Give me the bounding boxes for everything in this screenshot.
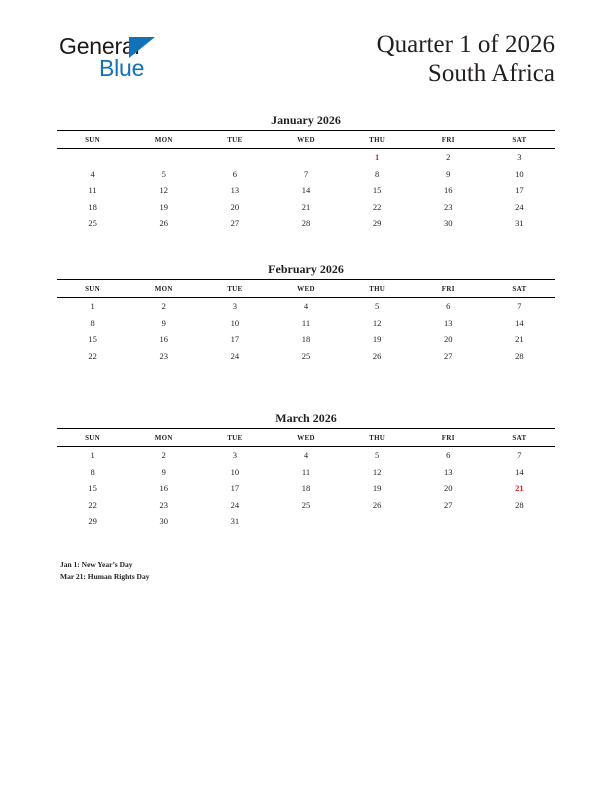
calendar-day[interactable]: 18 <box>301 334 311 345</box>
weekday-header-sat: SAT <box>484 280 555 298</box>
calendar-day[interactable]: 25 <box>301 499 311 510</box>
weekday-header-fri: FRI <box>413 429 484 447</box>
calendar-day[interactable]: 22 <box>372 201 382 212</box>
calendar-day[interactable]: 15 <box>88 483 97 494</box>
calendar-day[interactable]: 22 <box>88 499 97 510</box>
calendar-day[interactable]: 28 <box>301 218 311 229</box>
calendar-day[interactable]: 14 <box>301 185 311 196</box>
weekday-header-row <box>57 429 555 447</box>
page-header <box>57 30 555 100</box>
calendar-day[interactable]: 28 <box>515 499 524 510</box>
calendar-week-row <box>57 149 555 166</box>
calendar-day[interactable]: 8 <box>90 466 95 477</box>
calendar-day[interactable]: 21 <box>301 201 311 212</box>
calendar-day[interactable]: 23 <box>159 499 168 510</box>
month-block-march <box>57 411 555 530</box>
calendar-day[interactable]: 30 <box>444 218 453 229</box>
calendar-day[interactable]: 23 <box>444 201 453 212</box>
weekday-header-thu: THU <box>342 280 413 298</box>
calendar-day[interactable]: 14 <box>515 466 524 477</box>
calendar-day[interactable]: 24 <box>230 350 240 361</box>
calendar-day[interactable]: 25 <box>301 350 311 361</box>
calendar-day[interactable]: 4 <box>303 450 309 461</box>
calendar-day[interactable]: 20 <box>230 201 240 212</box>
calendar-week-row <box>57 464 555 481</box>
calendar-day[interactable]: 27 <box>444 350 453 361</box>
calendar-day[interactable]: 19 <box>372 334 382 345</box>
calendar-day[interactable]: 25 <box>88 218 97 229</box>
calendar-day[interactable]: 9 <box>446 168 451 179</box>
calendar-day[interactable]: 9 <box>161 317 166 328</box>
calendar-day[interactable]: 10 <box>230 466 240 477</box>
holiday-note-line: Mar 21: Human Rights Day <box>60 571 150 581</box>
calendar-cell-empty <box>128 149 199 166</box>
weekday-header-row <box>57 131 555 149</box>
calendar-day[interactable]: 22 <box>88 350 97 361</box>
calendar-day[interactable]: 8 <box>375 168 380 179</box>
calendar-day[interactable]: 13 <box>444 317 453 328</box>
calendar-day[interactable]: 14 <box>515 317 524 328</box>
calendar-day[interactable]: 16 <box>444 185 453 196</box>
calendar-day[interactable]: 6 <box>446 450 451 461</box>
calendar-day[interactable]: 2 <box>161 450 166 461</box>
weekday-header-thu: THU <box>342 429 413 447</box>
calendar-table <box>57 428 555 530</box>
calendar-day[interactable]: 15 <box>88 334 97 345</box>
weekday-header-sun: SUN <box>57 131 128 149</box>
calendar-body <box>57 298 555 365</box>
calendar-day[interactable]: 6 <box>232 168 237 179</box>
weekday-header-fri: FRI <box>413 280 484 298</box>
month-block-january <box>57 113 555 232</box>
calendar-day[interactable]: 17 <box>515 185 524 196</box>
calendar-day[interactable]: 5 <box>375 450 380 461</box>
calendar-day[interactable]: 16 <box>159 483 168 494</box>
weekday-header-tue: TUE <box>199 429 270 447</box>
calendar-cell-empty <box>199 149 270 166</box>
calendar-day[interactable]: 10 <box>230 317 240 328</box>
calendar-cell-empty <box>342 513 413 530</box>
calendar-day[interactable]: 27 <box>444 499 453 510</box>
calendar-day[interactable]: 16 <box>159 334 168 345</box>
calendar-day[interactable]: 7 <box>517 450 522 461</box>
calendar-day[interactable]: 13 <box>230 185 240 196</box>
generalblue-logo[interactable] <box>59 34 259 88</box>
calendar-week-row <box>57 513 555 530</box>
calendar-day[interactable]: 26 <box>159 218 168 229</box>
weekday-header-sat: SAT <box>484 429 555 447</box>
calendar-day[interactable]: 2 <box>446 152 451 163</box>
calendar-day[interactable]: 11 <box>301 466 311 477</box>
calendar-day[interactable]: 27 <box>230 218 240 229</box>
calendar-day[interactable]: 29 <box>88 516 97 527</box>
calendar-day[interactable]: 8 <box>90 317 95 328</box>
calendar-day[interactable]: 5 <box>375 301 380 312</box>
holiday-notes <box>60 559 460 582</box>
calendar-day[interactable]: 17 <box>230 334 240 345</box>
calendar-day[interactable]: 4 <box>303 301 309 312</box>
month-title: February 2026 <box>268 262 344 276</box>
calendar-day[interactable]: 6 <box>446 301 451 312</box>
holiday-note-line: Jan 1: New Year’s Day <box>60 560 133 569</box>
calendar-cell-empty <box>270 149 341 166</box>
weekday-header-sun: SUN <box>57 429 128 447</box>
weekday-header-mon: MON <box>128 131 199 149</box>
weekday-header-mon: MON <box>128 280 199 298</box>
logo-text-blue: Blue <box>99 55 145 81</box>
calendar-day[interactable]: 12 <box>372 466 382 477</box>
calendar-day[interactable]: 20 <box>444 483 453 494</box>
calendar-day[interactable]: 3 <box>517 152 522 163</box>
calendar-day-holiday[interactable]: 1 <box>375 152 380 163</box>
calendar-day[interactable]: 31 <box>230 516 240 527</box>
calendar-day[interactable]: 13 <box>444 466 453 477</box>
month-title: March 2026 <box>275 411 337 425</box>
calendar-body <box>57 447 555 530</box>
calendar-week-row <box>57 331 555 348</box>
weekday-header-tue: TUE <box>199 280 270 298</box>
calendar-day[interactable]: 26 <box>372 350 382 361</box>
calendar-week-row <box>57 182 555 199</box>
calendar-cell-empty <box>270 513 341 530</box>
calendar-week-row <box>57 199 555 216</box>
calendar-day[interactable]: 28 <box>515 350 524 361</box>
calendar-week-row <box>57 166 555 183</box>
calendar-day[interactable]: 12 <box>159 185 168 196</box>
calendar-cell-empty <box>57 149 128 166</box>
calendar-week-row <box>57 298 555 315</box>
calendar-day[interactable]: 3 <box>232 301 237 312</box>
calendar-day[interactable]: 5 <box>161 168 166 179</box>
weekday-header-thu: THU <box>342 131 413 149</box>
calendar-day[interactable]: 12 <box>372 317 382 328</box>
calendar-day[interactable]: 2 <box>161 301 166 312</box>
calendar-day[interactable]: 4 <box>90 168 95 179</box>
quarter-title: Quarter 1 of 2026 <box>376 31 555 58</box>
calendar-table <box>57 130 555 232</box>
calendar-cell-empty <box>413 513 484 530</box>
calendar-week-row <box>57 215 555 232</box>
weekday-header-wed: WED <box>270 131 341 149</box>
logo-text-general: General <box>59 33 140 59</box>
calendar-day[interactable]: 24 <box>515 201 524 212</box>
weekday-header-sun: SUN <box>57 280 128 298</box>
calendar-day[interactable]: 31 <box>515 218 524 229</box>
calendar-day-holiday[interactable]: 21 <box>515 483 524 494</box>
weekday-header-row <box>57 280 555 298</box>
calendar-cell-empty <box>484 513 555 530</box>
calendar-day[interactable]: 20 <box>444 334 453 345</box>
weekday-header-fri: FRI <box>413 131 484 149</box>
calendar-day[interactable]: 24 <box>230 499 240 510</box>
weekday-header-mon: MON <box>128 429 199 447</box>
calendar-table <box>57 279 555 364</box>
calendar-day[interactable]: 26 <box>372 499 382 510</box>
calendar-day[interactable]: 18 <box>88 201 97 212</box>
calendar-day[interactable]: 23 <box>159 350 168 361</box>
calendar-day[interactable]: 1 <box>90 301 95 312</box>
calendar-week-row <box>57 480 555 497</box>
calendar-day[interactable]: 10 <box>515 168 524 179</box>
calendar-day[interactable]: 19 <box>372 483 382 494</box>
calendar-week-row <box>57 315 555 332</box>
page-title <box>377 30 555 88</box>
calendar-day[interactable]: 19 <box>159 201 168 212</box>
calendar-day[interactable]: 11 <box>88 185 97 196</box>
calendar-day[interactable]: 3 <box>232 450 237 461</box>
calendar-day[interactable]: 1 <box>90 450 95 461</box>
country-title: South Africa <box>427 60 555 87</box>
calendar-day[interactable]: 17 <box>230 483 240 494</box>
calendar-day[interactable]: 30 <box>159 516 168 527</box>
calendar-day[interactable]: 7 <box>517 301 522 312</box>
calendar-day[interactable]: 9 <box>161 466 166 477</box>
weekday-header-sat: SAT <box>484 131 555 149</box>
weekday-header-wed: WED <box>270 429 341 447</box>
calendar-day[interactable]: 18 <box>301 483 311 494</box>
calendar-week-row <box>57 447 555 464</box>
calendar-day[interactable]: 11 <box>301 317 311 328</box>
calendar-day[interactable]: 15 <box>372 185 382 196</box>
month-title: January 2026 <box>271 113 341 127</box>
calendar-week-row <box>57 497 555 514</box>
month-block-february <box>57 262 555 364</box>
calendar-week-row <box>57 348 555 365</box>
calendar-day[interactable]: 21 <box>515 334 524 345</box>
calendar-day[interactable]: 29 <box>372 218 382 229</box>
weekday-header-wed: WED <box>270 280 341 298</box>
calendar-day[interactable]: 7 <box>303 168 309 179</box>
calendar-body <box>57 149 555 232</box>
weekday-header-tue: TUE <box>199 131 270 149</box>
